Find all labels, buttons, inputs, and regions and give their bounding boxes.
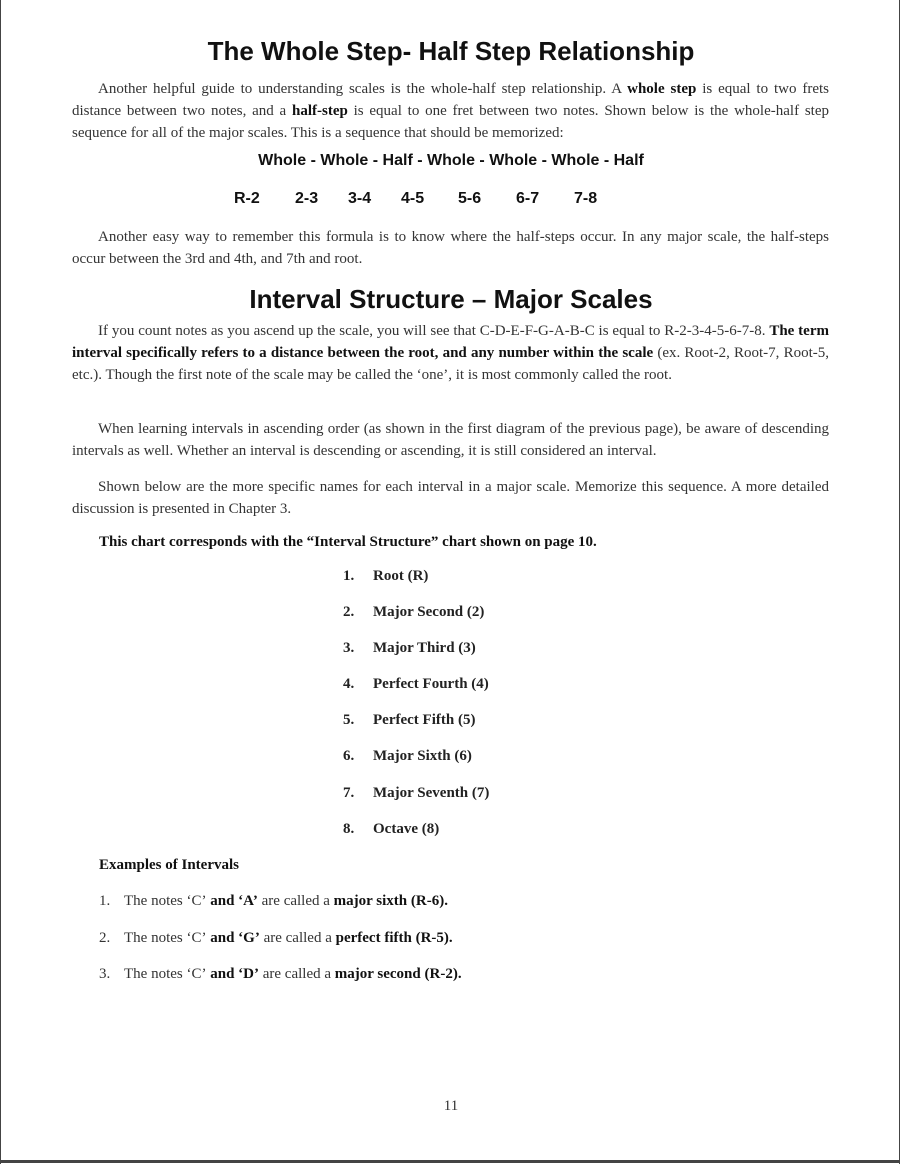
step-pair: 3-4: [348, 190, 372, 207]
interval-item: [343, 748, 472, 765]
step-formula: Whole - Whole - Half - Whole - Whole - Whole - Half: [258, 152, 644, 169]
text: are called a: [257, 893, 334, 909]
interval-item: [343, 712, 475, 729]
interval-item: [343, 676, 489, 693]
text: If you count notes as you ascend up the scale, you will see that C-D-E-F-G-A-B-C is equal to R-2-3-4-5-6-7-8.: [98, 323, 770, 339]
interval-label: Octave (8): [373, 821, 440, 837]
step-pair: 5-6: [458, 190, 482, 207]
interval-number: 8.: [343, 821, 355, 837]
text: is equal to two frets distance between two notes, and a: [72, 81, 829, 119]
interval-item: [343, 568, 428, 585]
text: The notes ‘C’: [124, 930, 207, 946]
bold-text: and ‘G’: [206, 930, 260, 946]
interval-label: Major Third (3): [373, 640, 476, 656]
text: (ex. Root-2, Root-7, Root-5, etc.). Though the first note of the scale may be called the ‘one’, it is most commonly called the root.: [72, 345, 829, 383]
interval-number: 4.: [343, 676, 355, 692]
paragraph-whole-half-intro: [72, 78, 829, 144]
interval-item: [343, 785, 489, 802]
bold-term-whole-step: whole step: [627, 81, 697, 97]
bottom-rule: [1, 1160, 900, 1163]
bold-interval-definition: The term interval specifically refers to a distance between the root, and any number within the scale: [72, 323, 829, 361]
interval-number: 7.: [343, 785, 355, 801]
example-number: 1.: [99, 893, 111, 909]
text: The notes ‘C’: [124, 893, 207, 909]
paragraph-interval-definition: [72, 320, 829, 386]
interval-label: Root (R): [373, 568, 429, 584]
step-pair: 7-8: [574, 190, 598, 207]
example-number: 2.: [99, 930, 111, 946]
interval-label: Major Sixth (6): [373, 748, 472, 764]
interval-item: [343, 640, 476, 657]
text: is equal to one fret between two notes. Shown below is the whole-half step sequence for all of the major scales. This is a sequence that should be memorized:: [72, 103, 829, 141]
text: are called a: [259, 966, 335, 982]
interval-label: Perfect Fifth (5): [373, 712, 476, 728]
interval-item: [343, 604, 484, 621]
example-item: [99, 966, 462, 983]
bold-term-half-step: half-step: [292, 103, 348, 119]
text: The notes ‘C’: [124, 966, 207, 982]
step-pair: 6-7: [516, 190, 540, 207]
text: Another helpful guide to understanding scales is the whole-half step relationship. A: [98, 81, 628, 97]
interval-number: 5.: [343, 712, 355, 728]
bold-text: and ‘A’: [206, 893, 258, 909]
step-pair: 2-3: [295, 190, 319, 207]
example-item: [99, 893, 448, 910]
paragraph-half-step-location: Another easy way to remember this formula is to know where the half-steps occur. In any major scale, the half-steps occur between the 3rd and 4th, and 7th and root.: [72, 229, 829, 267]
interval-label: Major Second (2): [373, 604, 485, 620]
interval-number: 2.: [343, 604, 355, 620]
interval-item: [343, 821, 439, 838]
interval-label: Perfect Fourth (4): [373, 676, 489, 692]
bold-interval-name: major sixth (R-6).: [333, 893, 448, 909]
interval-number: 1.: [343, 568, 355, 584]
section-title-whole-half: The Whole Step- Half Step Relationship: [207, 36, 695, 66]
paragraph-interval-names: Shown below are the more specific names for each interval in a major scale. Memorize this sequence. A more detailed discussion is presented in Chapter 3.: [72, 479, 829, 517]
bold-text: and ‘D’: [206, 966, 259, 982]
interval-number: 3.: [343, 640, 355, 656]
example-item: [99, 930, 453, 947]
interval-number: 6.: [343, 748, 355, 764]
paragraph-ascending-descending: When learning intervals in ascending order (as shown in the first diagram of the previous page), be aware of descending intervals as well. Whether an interval is descending or ascending, it is still considered an interval.: [72, 421, 829, 459]
step-pair: 4-5: [401, 190, 425, 207]
bold-interval-name: perfect fifth (R-5).: [335, 930, 453, 946]
section-title-interval-structure: Interval Structure – Major Scales: [249, 284, 653, 314]
step-pair: R-2: [234, 190, 260, 207]
chart-reference-note: This chart corresponds with the “Interval Structure” chart shown on page 10.: [99, 534, 597, 550]
interval-label: Major Seventh (7): [373, 785, 490, 801]
bold-interval-name: major second (R-2).: [334, 966, 462, 982]
text: are called a: [259, 930, 336, 946]
examples-heading: Examples of Intervals: [99, 857, 239, 873]
example-number: 3.: [99, 966, 111, 982]
page-number: 11: [443, 1098, 459, 1114]
